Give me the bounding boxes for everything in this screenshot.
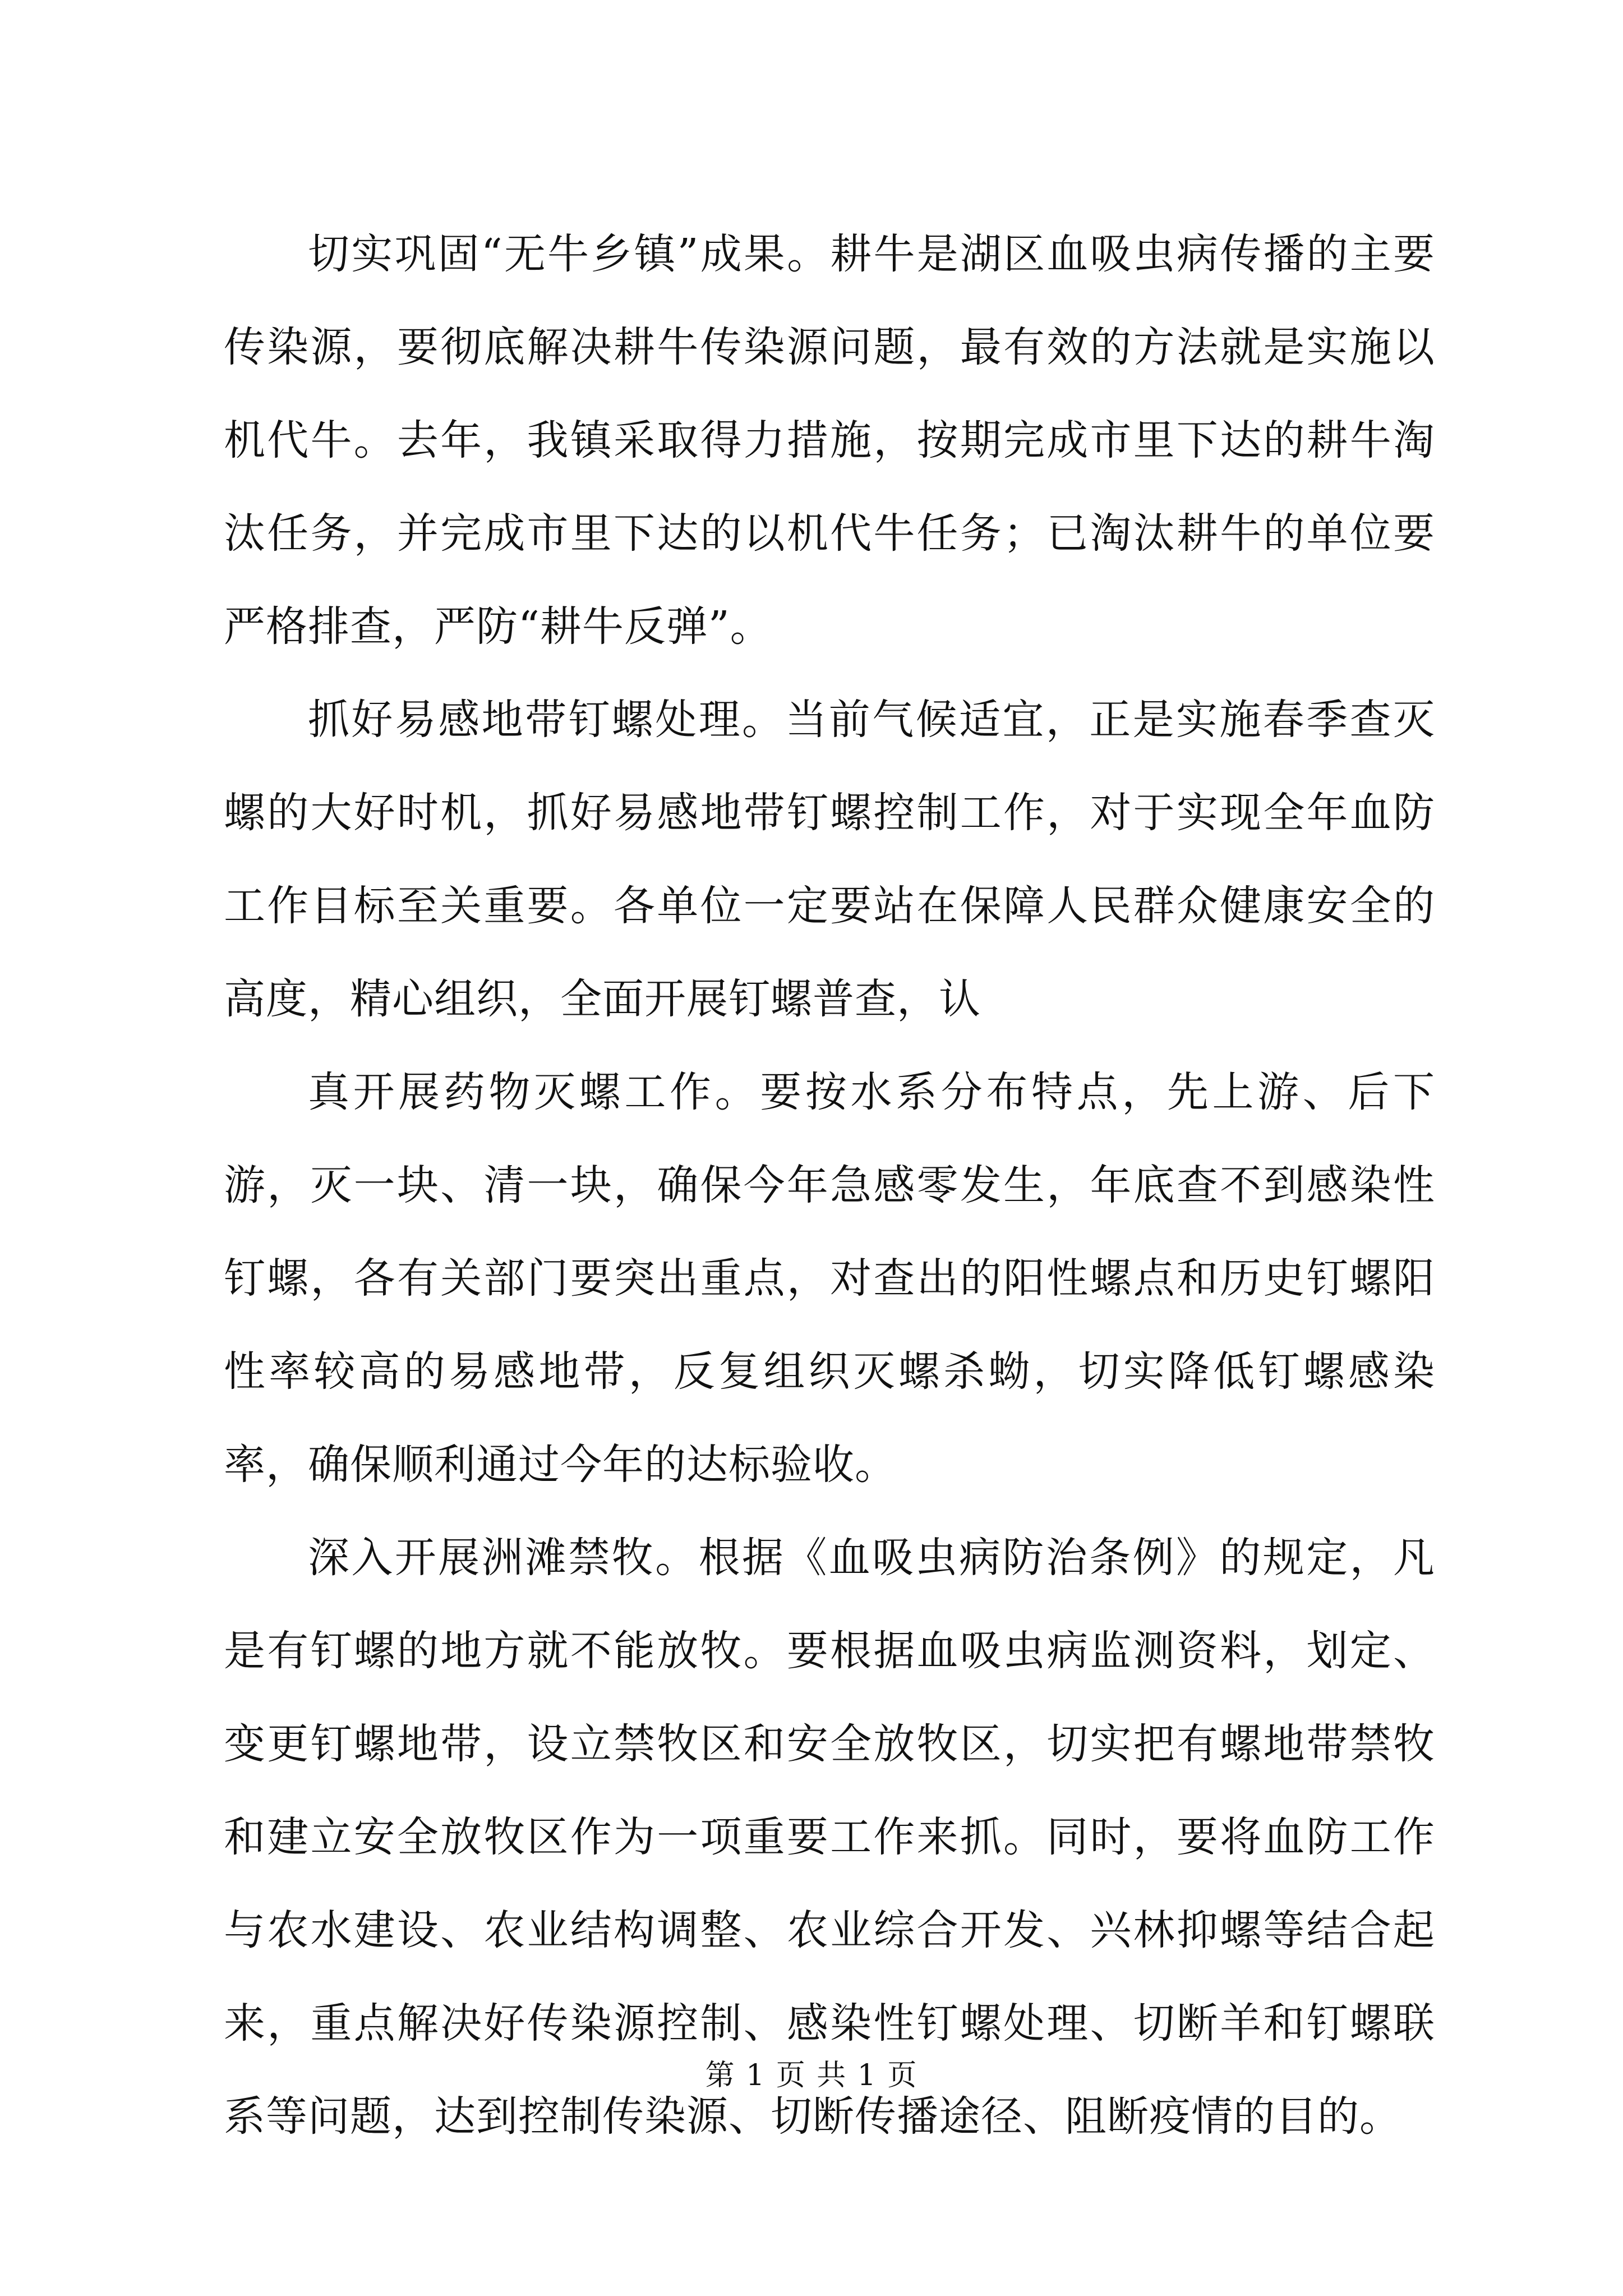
paragraph-consolidate-cattle-free: 切实巩固“无牛乡镇”成果。耕牛是湖区血吸虫病传播的主要传染源，要彻底解决耕牛传染源问题，最有效的方法就是实施以机代牛。去年，我镇采取得力措施，按期完成市里下达的耕牛淘汰任务，并完成市里下达的以机代牛任务；已淘汰耕牛的单位要严格排查，严防“耕牛反弹”。	[224, 230, 1435, 651]
paragraph-chemical-snail-control: 真开展药物灭螺工作。要按水系分布特点，先上游、后下游，灭一块、清一块，确保今年急感零发生，年底查不到感染性钉螺，各有关部门要突出重点，对查出的阳性螺点和历史钉螺阳性率较高的易感地带，反复组织灭螺杀蚴，切实降低钉螺感染率，确保顺利通过今年的达标验收。	[224, 1068, 1435, 1489]
paragraph-grazing-ban: 深入开展洲滩禁牧。根据《血吸虫病防治条例》的规定，凡是有钉螺的地方就不能放牧。要根据血吸虫病监测资料，划定、变更钉螺地带，设立禁牧区和安全放牧区，切实把有螺地带禁牧和建立安全放牧区作为一项重要工作来抓。同时，要将血防工作与农水建设、农业结构调整、农业综合开发、兴林抑螺等结合起来，重点解决好传染源控制、感染性钉螺处理、切断羊和钉螺联系等问题，达到控制传染源、切断传播途径、阻断疫情的目的。	[224, 1534, 1435, 2141]
document-body	[224, 208, 1435, 2163]
paragraph-snail-treatment: 抓好易感地带钉螺处理。当前气候适宜，正是实施春季查灭螺的大好时机，抓好易感地带钉螺控制工作，对于实现全年血防工作目标至关重要。各单位一定要站在保障人民群众健康安全的高度，精心组织，全面开展钉螺普查，认	[224, 696, 1435, 1023]
page-number-footer: 第 1 页 共 1 页	[705, 2059, 918, 2092]
